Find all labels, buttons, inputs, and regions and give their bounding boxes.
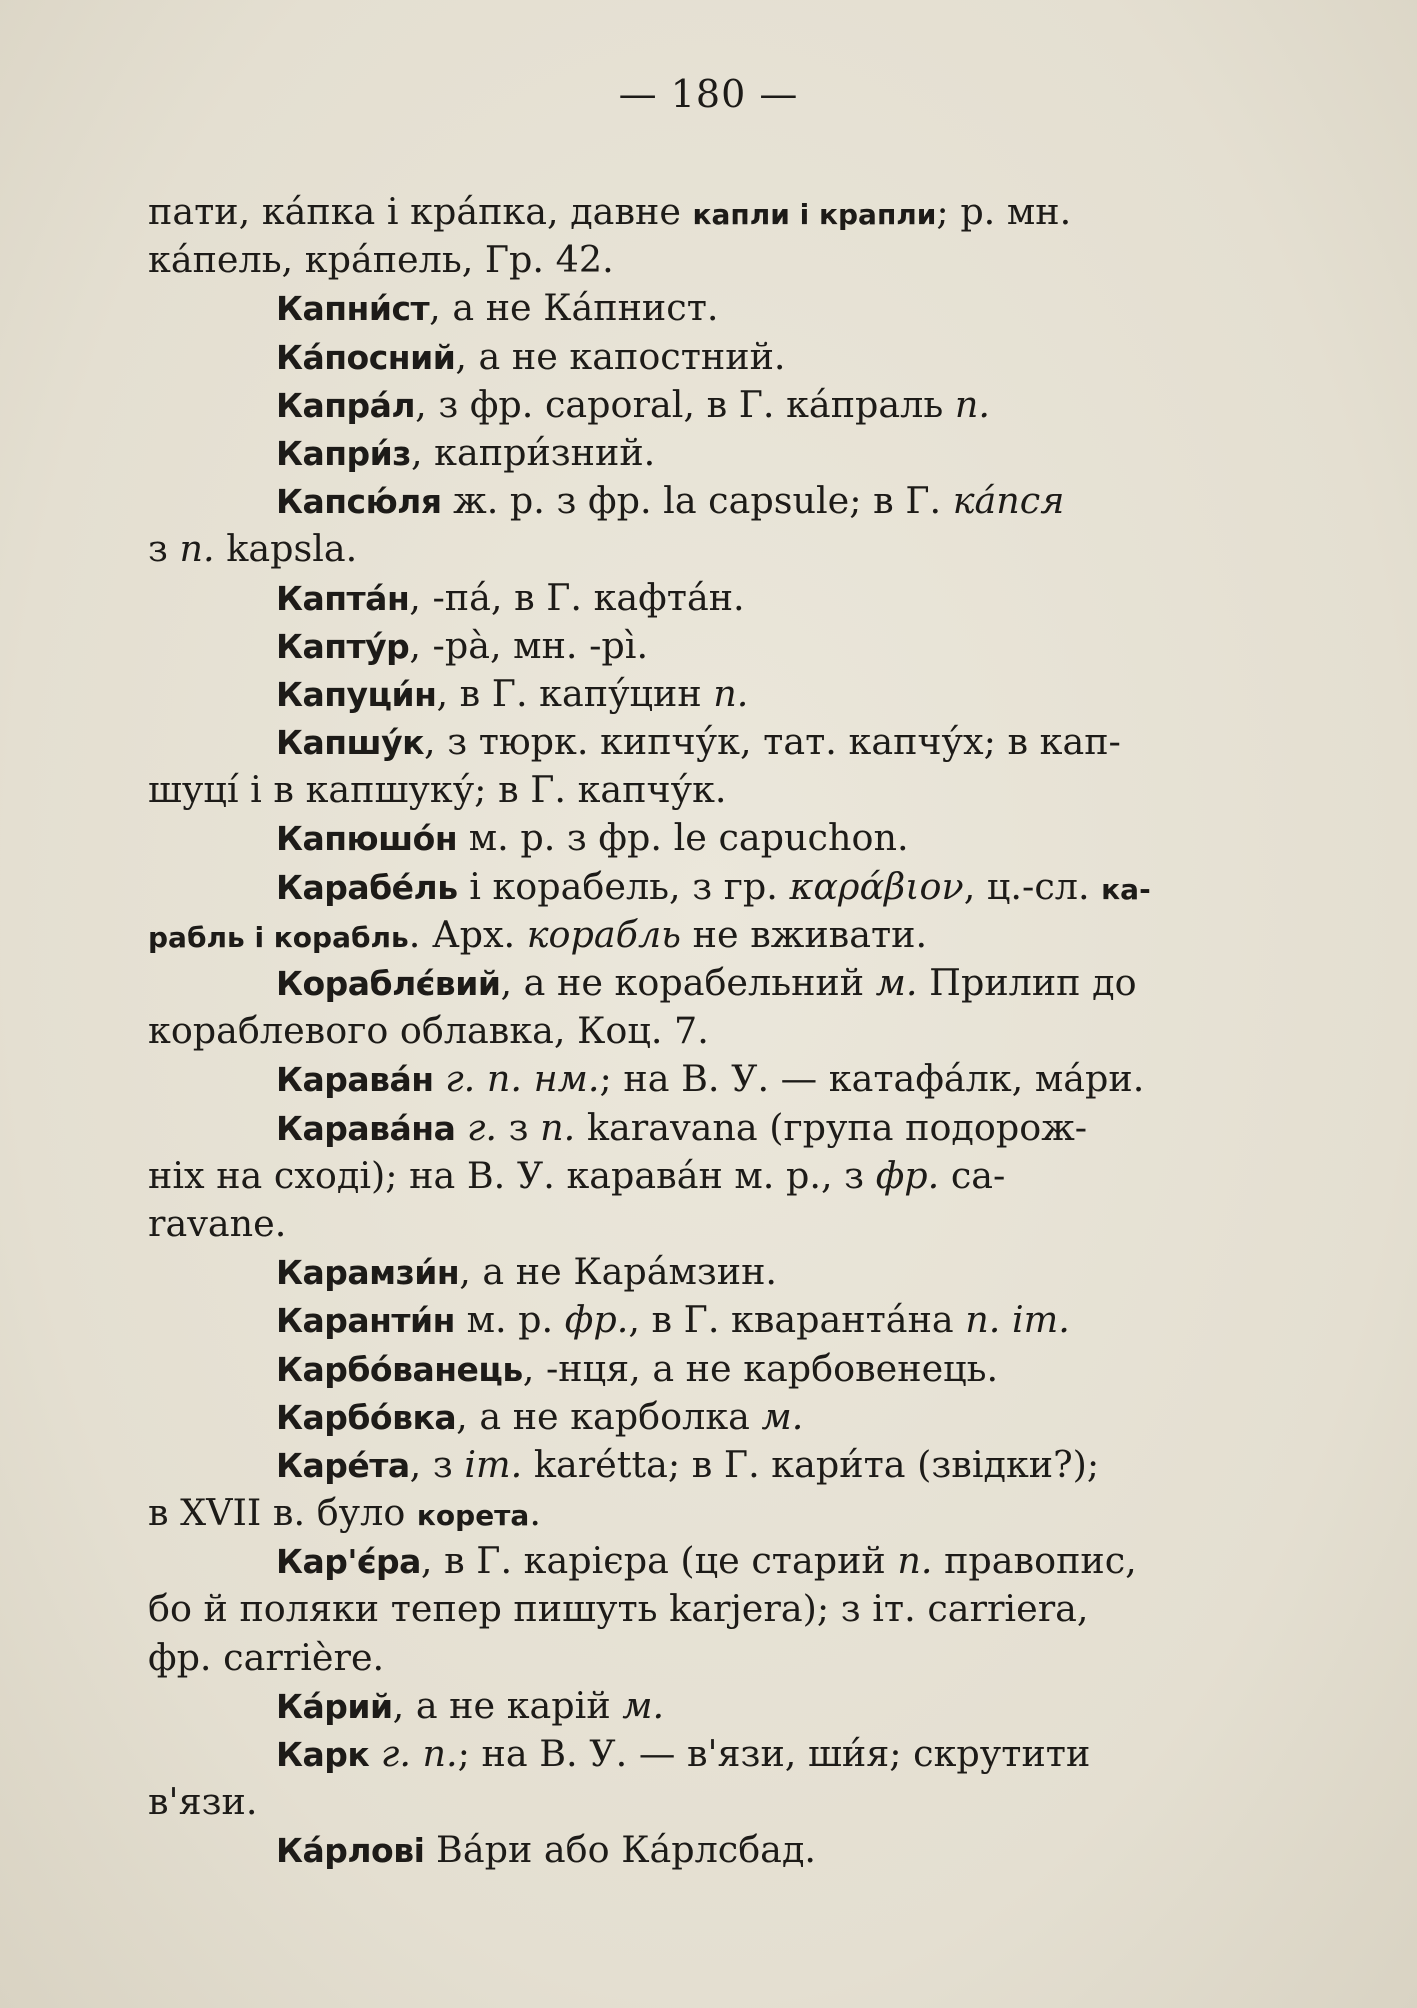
text-segment: Ва́ри або Ка́рлсбад.	[424, 1828, 817, 1872]
text-segment: фр. carrière.	[148, 1635, 385, 1679]
text-segment: ; на В. У. — катафа́лк, ма́ри.	[599, 1057, 1145, 1101]
text-segment: , -ра̀, мн. -рі̀.	[409, 623, 649, 667]
text-line	[148, 1104, 1338, 1152]
text-segment: і корабель, з гр.	[457, 864, 790, 908]
italic-text: п. іт.	[965, 1298, 1070, 1342]
text-line	[148, 1007, 1338, 1055]
text-segment: , ц.-сл.	[963, 864, 1102, 908]
text-segment	[434, 1057, 446, 1100]
text-segment: не вживати.	[681, 912, 928, 956]
text-line	[148, 622, 1338, 670]
text-line	[148, 1826, 1338, 1874]
headword: Капта́н	[276, 578, 410, 618]
text-line	[148, 1152, 1338, 1200]
text-line	[148, 1730, 1338, 1778]
text-line	[148, 766, 1338, 814]
text-line	[148, 718, 1338, 766]
text-line	[148, 429, 1338, 477]
headword: Ка́рлові	[276, 1831, 425, 1871]
italic-text: п.	[954, 382, 990, 426]
text-line	[148, 1537, 1338, 1585]
text-segment: ; на В. У. — в'язи, ши́я; скрутити	[457, 1732, 1091, 1775]
text-line	[148, 525, 1338, 573]
headword: Капни́ст	[276, 289, 430, 329]
text-segment: , а не Ка́пнист.	[429, 286, 719, 330]
text-segment: , а не капостний.	[455, 334, 786, 378]
text-line	[148, 911, 1338, 959]
text-segment: , -нця, а не карбовенець.	[522, 1346, 999, 1390]
text-segment: , в Г. карієра (це старий	[420, 1539, 898, 1583]
headword: Капту́р	[276, 626, 410, 666]
text-segment: в'язи.	[148, 1780, 258, 1824]
text-line	[148, 1200, 1338, 1248]
text-line	[148, 284, 1338, 332]
text-segment: , а не Кара́мзин.	[459, 1250, 778, 1294]
headword: Кар'є́ра	[276, 1542, 421, 1582]
text-segment: м. р.	[454, 1298, 565, 1342]
text-segment: kapsla.	[214, 527, 358, 571]
church-slavonic-text: корета	[416, 1499, 530, 1533]
text-segment: karétta; в Г. кари́та (звідки?);	[522, 1442, 1100, 1486]
text-segment: , з	[409, 1442, 465, 1486]
text-line	[148, 188, 1338, 236]
text-line	[148, 381, 1338, 429]
text-line	[148, 236, 1338, 284]
italic-text: г. п.	[380, 1732, 458, 1775]
italic-text: фр.	[875, 1153, 940, 1197]
page-number: — 180 —	[618, 72, 799, 116]
text-segment: ніх на сході); на В. У. карава́н м. р., з	[148, 1153, 876, 1197]
text-line	[148, 1585, 1338, 1633]
italic-text: корабль	[526, 912, 682, 956]
text-segment: , в Г. капу́цин	[436, 671, 714, 715]
headword: Капра́л	[276, 385, 416, 425]
text-segment: , з тюрк. кипчу́к, тат. капчу́х; в кап-	[424, 720, 1121, 764]
headword: Каре́та	[276, 1445, 410, 1485]
text-line	[148, 574, 1338, 622]
italic-text: м.	[875, 961, 918, 1004]
headword: Карамзи́н	[276, 1253, 460, 1293]
text-segment: .	[529, 1491, 541, 1535]
text-line	[148, 1634, 1338, 1682]
text-segment: пати, ка́пка і кра́пка, давне	[148, 190, 693, 233]
headword: Ка́рий	[276, 1686, 393, 1726]
text-segment	[455, 1106, 467, 1149]
headword: Капсю́ля	[276, 482, 442, 522]
italic-text: г. п. нм.	[445, 1057, 600, 1101]
text-segment: ravane.	[148, 1201, 287, 1245]
text-segment: , з фр. caporal, в Г. ка́праль	[415, 382, 955, 426]
headword: Капри́з	[276, 433, 411, 473]
text-segment: , а не карій	[392, 1683, 623, 1727]
text-line	[148, 333, 1338, 381]
headword: Капшу́к	[276, 723, 424, 763]
headword: Карбо́вка	[276, 1397, 457, 1437]
text-line	[148, 670, 1338, 718]
text-segment: . Арх.	[408, 912, 527, 956]
headword: Карабе́ль	[276, 867, 458, 907]
italic-text: іт.	[464, 1442, 523, 1486]
church-slavonic-text: ка-	[1101, 872, 1151, 906]
text-segment: karavana (група подорож-	[575, 1105, 1088, 1149]
headword: Кораблє́вий	[276, 964, 501, 1003]
text-segment: бо й поляки тепер пишуть karjera); з іт. carriera,	[148, 1587, 1089, 1631]
text-segment: ж. р. з фр. la capsule; в Г.	[441, 479, 953, 523]
text-line	[148, 1682, 1338, 1730]
church-slavonic-text: рабль і корабль	[148, 920, 409, 954]
text-segment: , в Г. кваранта́на	[628, 1298, 966, 1342]
italic-text: καράβιον	[789, 864, 964, 908]
headword: Карбо́ванець	[276, 1349, 523, 1389]
text-segment: , -па́, в Г. кафта́н.	[409, 575, 745, 619]
text-line	[148, 1489, 1338, 1537]
text-segment: ка́пель, кра́пель, Гр. 42.	[148, 238, 614, 282]
text-segment: кораблевого облавка, Коц. 7.	[148, 1009, 709, 1053]
text-line	[148, 1778, 1338, 1826]
text-line	[148, 1248, 1338, 1296]
italic-text: п.	[897, 1539, 933, 1583]
church-slavonic-text: капли і крапли	[692, 198, 937, 231]
text-segment: правопис,	[932, 1539, 1137, 1583]
text-line	[148, 1345, 1338, 1393]
headword: Карк	[276, 1735, 370, 1774]
italic-text: п.	[713, 671, 749, 715]
italic-text: фр.	[564, 1298, 629, 1342]
headword: Каранти́н	[276, 1301, 455, 1341]
text-line	[148, 959, 1338, 1007]
headword: Ка́посний	[276, 337, 456, 377]
text-line	[148, 863, 1338, 911]
italic-text: м.	[761, 1394, 804, 1438]
italic-text: п.	[179, 527, 215, 571]
italic-text: ка́пся	[952, 479, 1065, 523]
text-line	[148, 814, 1338, 862]
text-segment: ; р. мн.	[936, 190, 1072, 233]
text-segment: , капри́зний.	[410, 430, 656, 474]
text-line	[148, 477, 1338, 525]
text-line	[148, 1393, 1338, 1441]
text-line	[148, 1055, 1338, 1103]
headword: Капуци́н	[276, 674, 437, 714]
text-segment: , а не корабельний	[500, 961, 876, 1004]
text-segment: з	[497, 1105, 541, 1149]
text-segment: м. р. з фр. le capuchon.	[457, 816, 909, 860]
text-segment: ca-	[939, 1153, 1006, 1197]
text-segment: з	[148, 527, 180, 571]
text-segment	[369, 1732, 381, 1775]
text-segment: Прилип до	[917, 961, 1137, 1004]
text-segment: , а не карболка	[456, 1394, 762, 1438]
headword: Карава́на	[276, 1108, 456, 1148]
italic-text: м.	[622, 1683, 665, 1727]
text-body	[148, 188, 1338, 1875]
headword: Карава́н	[276, 1060, 434, 1100]
text-segment: в XVII в. було	[148, 1491, 417, 1535]
text-line	[148, 1296, 1338, 1344]
headword: Капюшо́н	[276, 819, 458, 859]
text-line	[148, 1441, 1338, 1489]
text-segment: шуці́ і в капшуку́; в Г. капчу́к.	[148, 768, 727, 812]
italic-text: п.	[540, 1105, 576, 1149]
italic-text: г.	[466, 1105, 498, 1149]
